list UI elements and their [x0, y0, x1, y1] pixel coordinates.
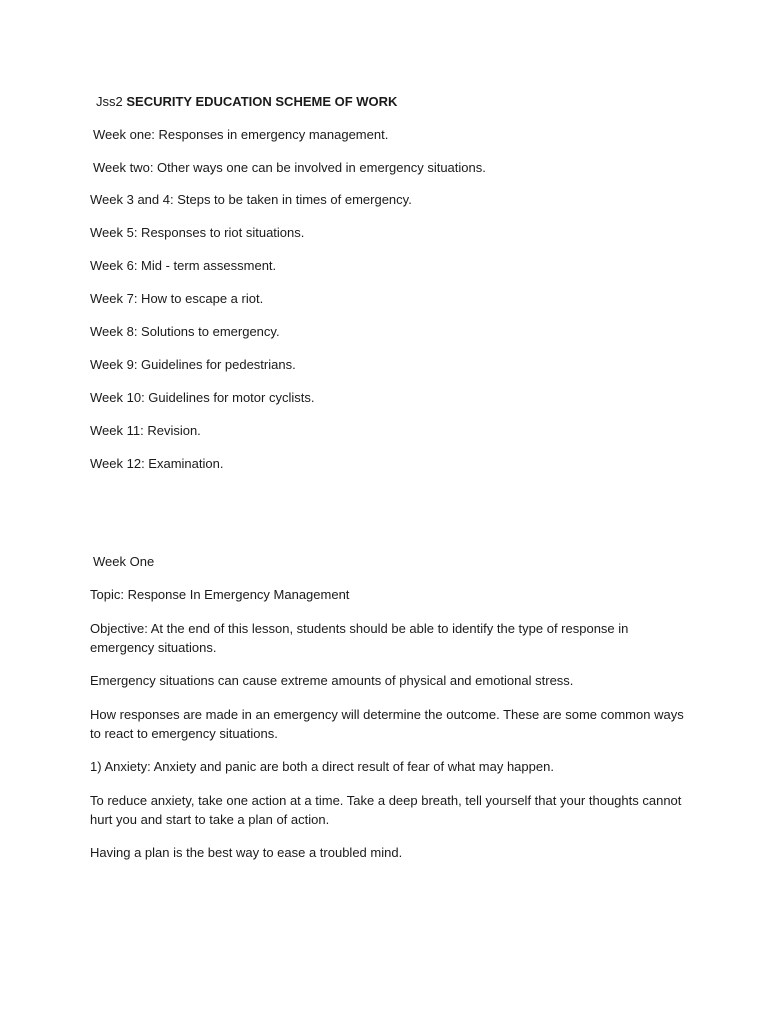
scheme-week-1: Week one: Responses in emergency management. — [93, 127, 389, 142]
title-main-text: SECURITY EDUCATION SCHEME OF WORK — [126, 94, 398, 109]
lesson-paragraph-stress: Emergency situations can cause extreme amounts of physical and emotional stress. — [90, 673, 574, 688]
document-title — [96, 92, 696, 111]
scheme-week-6: Week 6: Mid - term assessment. — [90, 258, 277, 273]
scheme-week-8: Week 8: Solutions to emergency. — [90, 324, 280, 339]
scheme-week-3-4: Week 3 and 4: Steps to be taken in times of emergency. — [90, 192, 412, 207]
lesson-paragraph-responses: How responses are made in an emergency will determine the outcome. These are some common ways to react to emergency situations. — [90, 707, 684, 741]
lesson-paragraph-anxiety: 1) Anxiety: Anxiety and panic are both a direct result of fear of what may happen. — [90, 759, 554, 774]
lesson-paragraph-plan: Having a plan is the best way to ease a troubled mind. — [90, 845, 403, 860]
title-class-prefix: Jss2 — [96, 94, 123, 109]
lesson-paragraph-reduce-anxiety: To reduce anxiety, take one action at a time. Take a deep breath, tell yourself that your thoughts cannot hurt you and start to take a plan of action. — [90, 793, 682, 827]
scheme-week-12: Week 12: Examination. — [90, 456, 224, 471]
scheme-week-5: Week 5: Responses to riot situations. — [90, 225, 305, 240]
scheme-week-2: Week two: Other ways one can be involved in emergency situations. — [93, 160, 486, 175]
lesson-heading: Week One — [93, 554, 155, 569]
scheme-week-7: Week 7: How to escape a riot. — [90, 291, 264, 306]
lesson-objective: Objective: At the end of this lesson, students should be able to identify the type of response in emergency situations. — [90, 621, 629, 655]
scheme-week-10: Week 10: Guidelines for motor cyclists. — [90, 390, 315, 405]
lesson-topic: Topic: Response In Emergency Management — [90, 587, 350, 602]
scheme-week-11: Week 11: Revision. — [90, 423, 201, 438]
scheme-week-9: Week 9: Guidelines for pedestrians. — [90, 357, 296, 372]
